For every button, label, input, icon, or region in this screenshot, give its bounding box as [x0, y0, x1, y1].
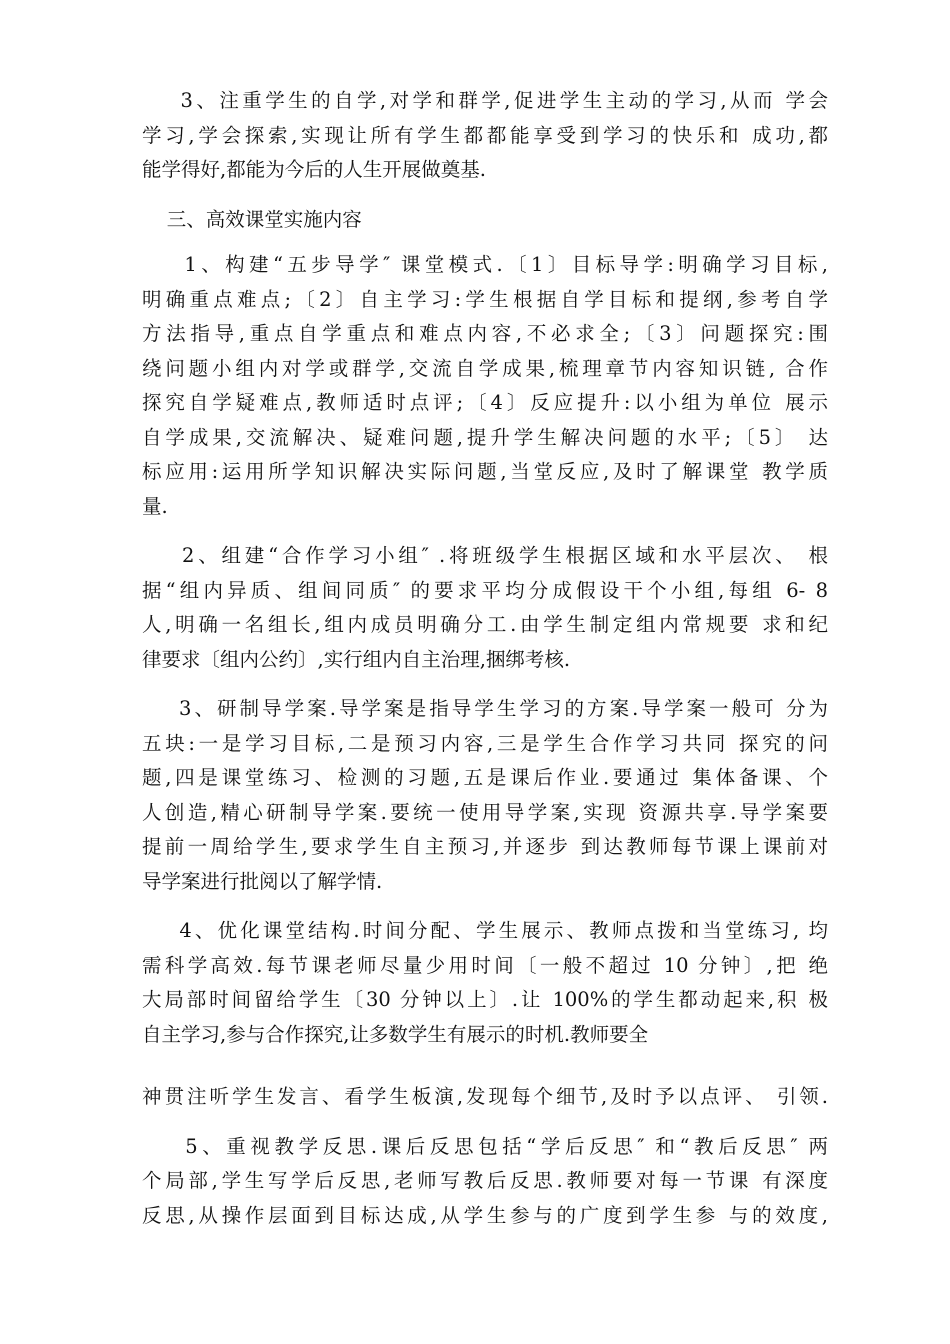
text-line: 探究自学疑难点,教师适时点评;〔4〕反应提升:以小组为单位 展示	[142, 391, 828, 414]
document-page	[142, 84, 828, 1233]
text-line: 3、研制导学案.导学案是指导学生学习的方案.导学案一般可 分为	[142, 697, 828, 720]
heading-line: 三、高效课堂实施内容	[142, 207, 362, 231]
text-line: 反思,从操作层面到目标达成,从学生参与的广度到学生参 与的效度,	[142, 1203, 828, 1227]
text-line: 导学案进行批阅以了解学情.	[142, 869, 383, 893]
text-line: 人创造,精心研制导学案.要统一使用导学案,实现 资源共享.导学案要	[142, 800, 828, 824]
paragraph-item-5	[142, 1130, 828, 1234]
paragraph-item-2	[142, 539, 828, 677]
text-line: 人,明确一名组长,组内成员明确分工.由学生制定组内常规要 求和纪	[142, 613, 828, 636]
paragraph-item-4	[142, 914, 828, 1052]
text-line: 需科学高效.每节课老师尽量少用时间〔一般不超过 10 分钟〕,把 绝	[142, 953, 828, 977]
text-line: 据“组内异质、组间同质″ 的要求平均分成假设干个小组,每组 6- 8	[142, 578, 828, 602]
text-line: 4、优化课堂结构.时间分配、学生展示、教师点拨和当堂练习, 均	[142, 919, 828, 942]
paragraph-spacer	[142, 1115, 828, 1130]
text-line: 方法指导,重点自学重点和难点内容,不必求全;〔3〕问题探究:围	[142, 322, 828, 345]
paragraph-spacer	[142, 1052, 828, 1080]
text-line: 量.	[142, 494, 168, 518]
paragraph-item-1	[142, 248, 828, 524]
text-line: 自学成果,交流解决、疑难问题,提升学生解决问题的水平;〔5〕 达	[142, 425, 828, 449]
paragraph-spacer	[142, 524, 828, 539]
text-line: 明确重点难点;〔2〕自主学习:学生根据自学目标和提纲,参考自学	[142, 287, 828, 311]
text-line: 2、组建“合作学习小组″ .将班级学生根据区域和水平层次、 根	[142, 544, 828, 567]
paragraph-item-4-continued	[142, 1080, 828, 1115]
text-line: 学习,学会探索,实现让所有学生都都能享受到学习的快乐和 成功,都	[142, 123, 828, 147]
text-line: 3、注重学生的自学,对学和群学,促进学生主动的学习,从而 学会	[142, 89, 828, 112]
paragraph-spacer	[142, 899, 828, 914]
text-line: 绕问题小组内对学或群学,交流自学成果,梳理章节内容知识链, 合作	[142, 356, 828, 380]
text-line: 五块:一是学习目标,二是预习内容,三是学生合作学习共同 探究的问	[142, 731, 828, 755]
text-line: 题,四是课堂练习、检测的习题,五是课后作业.要通过 集体备课、个	[142, 766, 828, 789]
text-line: 大局部时间留给学生〔30 分钟以上〕.让 100%的学生都动起来,积 极	[142, 988, 828, 1011]
text-line: 1、构建“五步导学″ 课堂模式.〔1〕目标导学:明确学习目标,	[142, 253, 828, 276]
text-line: 自主学习,参与合作探究,让多数学生有展示的时机.教师要全	[142, 1022, 649, 1046]
paragraph-spacer	[142, 188, 828, 203]
paragraph-spacer	[142, 677, 828, 692]
text-line: 个局部,学生写学后反思,老师写教后反思.教师要对每一节课 有深度	[142, 1169, 828, 1192]
text-line: 神贯注听学生发言、看学生板演,发现每个细节,及时予以点评、 引领.	[142, 1085, 828, 1108]
text-line: 提前一周给学生,要求学生自主预习,并逐步 到达教师每节课上课前对	[142, 835, 828, 858]
paragraph-3-intro	[142, 84, 828, 188]
text-line: 律要求〔组内公约〕,实行组内自主治理,捆绑考核.	[142, 647, 571, 671]
paragraph-spacer	[142, 237, 828, 248]
section-heading	[142, 203, 828, 238]
text-line: 能学得好,都能为今后的人生开展做奠基.	[142, 158, 486, 181]
text-line: 标应用:运用所学知识解决实际问题,当堂反应,及时了解课堂 教学质	[142, 460, 828, 483]
text-line: 5、重视教学反思.课后反思包括“学后反思″ 和“教后反思″ 两	[142, 1134, 828, 1158]
paragraph-item-3	[142, 692, 828, 899]
